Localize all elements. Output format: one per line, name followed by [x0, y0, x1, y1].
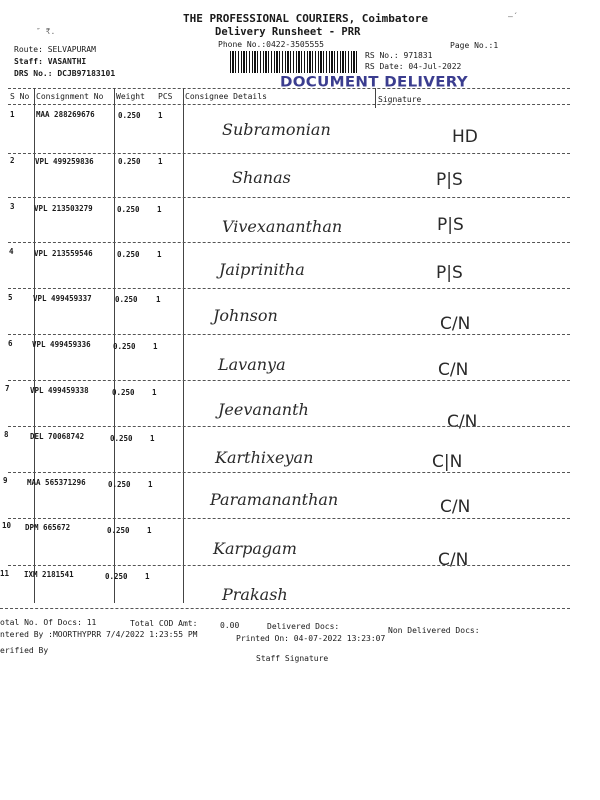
row-consignment: IXM 2181541: [24, 570, 74, 579]
row-consignee: Vivexananthan: [222, 217, 343, 236]
row-consignee: Subramonian: [222, 120, 331, 139]
col-divider-4: [375, 88, 376, 108]
row-rule-9: [8, 518, 570, 519]
col-header-pcs: PCS: [158, 92, 173, 101]
row-consignment: DEL 70068742: [30, 432, 85, 441]
phone-number: Phone No.:0422-3505555: [218, 40, 324, 49]
row-weight: 0.250: [117, 205, 140, 214]
row-sno: 3: [10, 202, 15, 211]
row-signature: C/N: [440, 314, 471, 334]
row-sno: 1: [10, 110, 15, 119]
row-pcs: 1: [150, 434, 155, 443]
page-number: Page No.:1: [450, 41, 499, 50]
row-consignment: VPL 499459336: [32, 340, 91, 349]
header-top-rule: [8, 88, 570, 89]
row-signature: C/N: [440, 497, 471, 517]
row-consignment: DPM 665672: [25, 523, 71, 532]
row-pcs: 1: [153, 342, 158, 351]
col-header-signature: Signature: [378, 95, 422, 104]
row-rule-8: [8, 472, 570, 473]
row-consignment: VPL 213559546: [34, 249, 93, 258]
row-weight: 0.250: [117, 250, 140, 259]
rs-date: RS Date: 04-Jul-2022: [365, 62, 462, 71]
total-cod-label: Total COD Amt:: [130, 619, 198, 628]
row-weight: 0.250: [113, 342, 136, 351]
barcode: [230, 51, 358, 73]
row-sno: 7: [5, 384, 10, 393]
row-consignment: VPL 499259836: [35, 157, 94, 166]
row-consignee: Paramananthan: [210, 490, 339, 509]
row-sno: 2: [10, 156, 15, 165]
top-right-scribble: ‒́: [508, 12, 513, 21]
row-weight: 0.250: [112, 388, 135, 397]
col-header-consignee: Consignee Details: [185, 92, 267, 101]
col-divider-3: [183, 88, 184, 603]
row-weight: 0.250: [118, 111, 141, 120]
row-consignee: Karpagam: [213, 539, 297, 558]
row-consignee: Johnson: [213, 306, 278, 325]
row-weight: 0.250: [108, 480, 131, 489]
row-weight: 0.250: [110, 434, 133, 443]
company-title: THE PROFESSIONAL COURIERS, Coimbatore: [183, 12, 429, 25]
row-signature: C/N: [447, 412, 478, 432]
row-pcs: 1: [145, 572, 150, 581]
row-sno: 10: [2, 521, 12, 530]
header-bottom-rule: [8, 104, 570, 105]
row-pcs: 1: [147, 526, 152, 535]
printed-on: Printed On: 04-07-2022 13:23:07: [236, 634, 386, 643]
staff: Staff: VASANTHI: [14, 57, 87, 66]
row-pcs: 1: [158, 111, 163, 120]
row-consignment: VPL 499459338: [30, 386, 89, 395]
drs-number: DRS No.: DCJB97183101: [14, 69, 116, 78]
row-consignee: Shanas: [232, 168, 291, 187]
row-signature: C/N: [438, 550, 469, 570]
row-rule-3: [8, 242, 570, 243]
row-rule-1: [8, 153, 570, 154]
row-pcs: 1: [157, 205, 162, 214]
row-rule-11: [0, 608, 570, 609]
row-consignee: Lavanya: [218, 355, 286, 374]
row-consignment: MAA 288269676: [36, 110, 95, 119]
entered-by: ntered By :MOORTHYPRR 7/4/2022 1:23:55 PM: [0, 630, 198, 639]
row-signature: P|S: [436, 263, 463, 283]
row-sno: 8: [4, 430, 9, 439]
row-rule-2: [8, 197, 570, 198]
row-consignee: Prakash: [222, 585, 288, 604]
row-signature: HD: [452, 127, 478, 147]
row-signature: P|S: [436, 170, 463, 190]
row-sno: 4: [9, 247, 14, 256]
row-sno: 11: [0, 569, 10, 578]
runsheet-subtitle: Delivery Runsheet - PRR: [215, 26, 361, 38]
row-signature: C|N: [432, 452, 463, 472]
col-header-sno: S No: [10, 92, 30, 101]
row-sno: 9: [3, 476, 8, 485]
row-rule-5: [8, 334, 570, 335]
row-weight: 0.250: [115, 295, 138, 304]
row-rule-6: [8, 380, 570, 381]
row-signature: P|S: [437, 215, 464, 235]
row-weight: 0.250: [118, 157, 141, 166]
row-rule-10: [8, 565, 570, 566]
top-left-scribble: ″ ₹.: [36, 27, 56, 36]
row-consignee: Jaiprinitha: [219, 260, 305, 279]
total-cod-value: 0.00: [220, 621, 240, 630]
non-delivered-docs: Non Delivered Docs:: [388, 626, 480, 635]
col-header-weight: Weight: [116, 92, 145, 101]
row-rule-7: [8, 426, 570, 427]
row-consignment: VPL 499459337: [33, 294, 92, 303]
row-pcs: 1: [158, 157, 163, 166]
row-pcs: 1: [156, 295, 161, 304]
row-pcs: 1: [148, 480, 153, 489]
row-sno: 5: [8, 293, 13, 302]
row-consignment: VPL 213503279: [34, 204, 93, 213]
total-docs: otal No. Of Docs: 11: [0, 618, 97, 627]
row-pcs: 1: [157, 250, 162, 259]
verified-by: erified By: [0, 646, 49, 655]
row-rule-4: [8, 288, 570, 289]
row-weight: 0.250: [105, 572, 128, 581]
row-consignee: Karthixeyan: [215, 448, 314, 467]
row-consignment: MAA 565371296: [27, 478, 86, 487]
row-weight: 0.250: [107, 526, 130, 535]
route: Route: SELVAPURAM: [14, 45, 96, 54]
staff-signature-label: Staff Signature: [256, 654, 329, 663]
rs-number: RS No.: 971831: [365, 51, 433, 60]
delivered-docs: Delivered Docs:: [267, 622, 340, 631]
document-delivery-stamp: DOCUMENT DELIVERY: [280, 73, 468, 91]
row-consignee: Jeevananth: [218, 400, 309, 419]
row-signature: C/N: [438, 360, 469, 380]
row-sno: 6: [8, 339, 13, 348]
col-header-consignment: Consignment No: [36, 92, 104, 101]
row-pcs: 1: [152, 388, 157, 397]
